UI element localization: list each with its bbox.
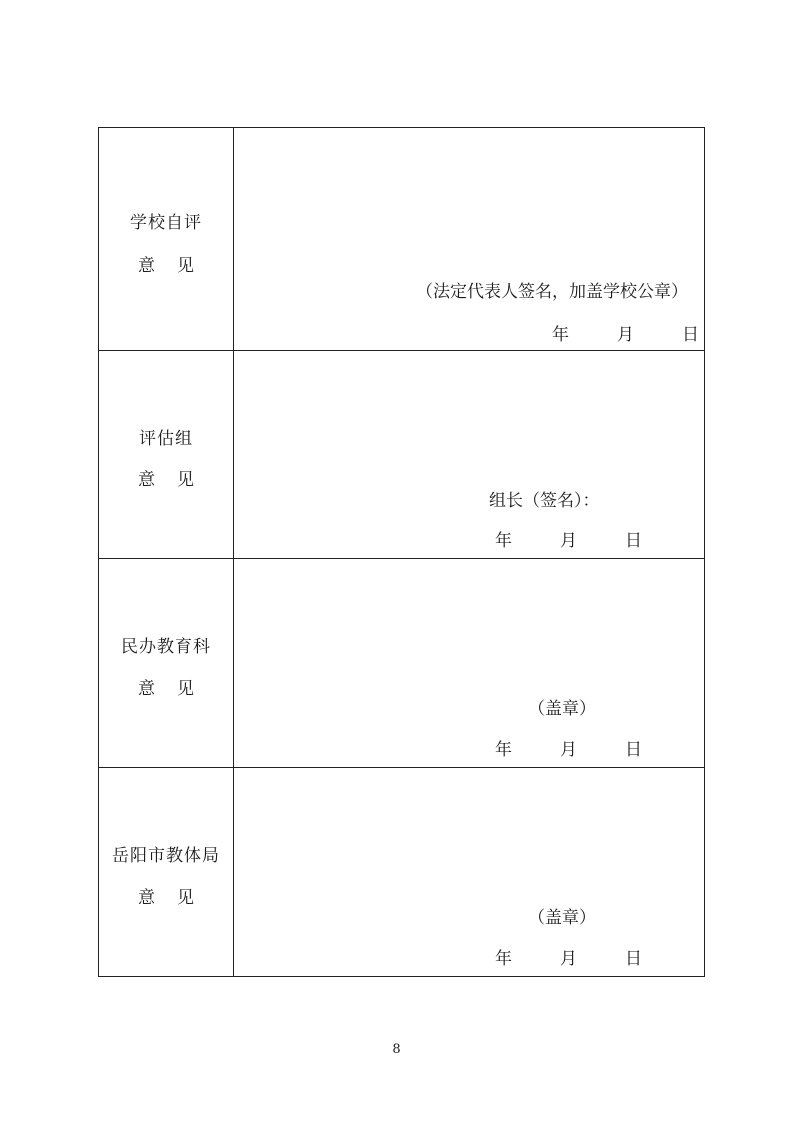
date-year-label: 年 [495, 531, 512, 551]
opinion-cell[interactable] [234, 768, 705, 977]
opinion-cell[interactable] [234, 559, 705, 768]
date-month-label: 月 [560, 531, 577, 551]
table-row-assessment-group [99, 351, 705, 559]
row-label: 评估组 [139, 429, 193, 449]
stamp-note: （盖章） [528, 699, 596, 719]
stamp-note: （盖章） [528, 908, 596, 928]
label-cell [99, 351, 234, 559]
row-label-opinion: 意见 [138, 679, 216, 699]
label-cell [99, 768, 234, 977]
signature-stamp-note: （法定代表人签名，加盖学校公章） [416, 282, 688, 302]
date-day-label: 日 [625, 531, 642, 551]
date-year-label: 年 [495, 949, 512, 969]
opinion-cell[interactable] [234, 128, 705, 351]
group-leader-signature-label: 组长（签名）： [489, 491, 600, 511]
label-cell [99, 128, 234, 351]
date-month-label: 月 [560, 740, 577, 760]
row-label: 民办教育科 [121, 637, 211, 657]
table-row-school-self-evaluation [99, 128, 705, 351]
date-day-label: 日 [682, 325, 699, 345]
row-label-opinion: 意见 [138, 256, 216, 276]
approval-form-table [98, 127, 705, 977]
label-cell [99, 559, 234, 768]
date-day-label: 日 [625, 740, 642, 760]
opinion-cell[interactable] [234, 351, 705, 559]
row-label: 学校自评 [130, 213, 202, 233]
date-year-label: 年 [552, 325, 569, 345]
date-day-label: 日 [625, 949, 642, 969]
date-month-label: 月 [617, 325, 634, 345]
date-year-label: 年 [495, 740, 512, 760]
table-row-education-bureau [99, 768, 705, 977]
page-number: 8 [392, 1042, 401, 1057]
row-label: 岳阳市教体局 [112, 846, 220, 866]
row-label-opinion: 意见 [138, 470, 216, 490]
table-row-private-education-dept [99, 559, 705, 768]
row-label-opinion: 意见 [138, 888, 216, 908]
date-month-label: 月 [560, 949, 577, 969]
